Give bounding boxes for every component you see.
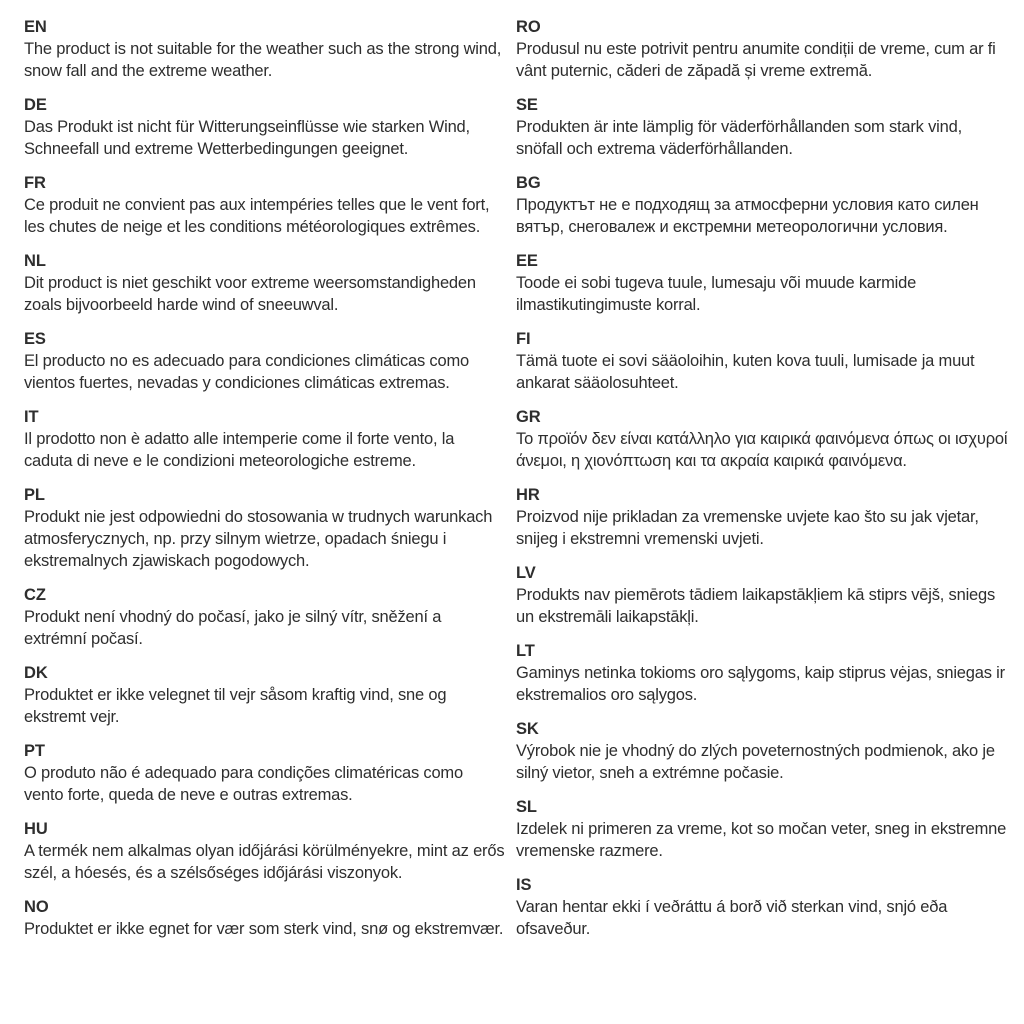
lang-block-fr	[24, 172, 506, 238]
lang-text: Ce produit ne convient pas aux intempéries telles que le vent fort, les chutes de neige et les conditions météorologiques extrêmes.	[24, 196, 490, 236]
lang-text: Varan hentar ekki í veðráttu á borð við sterkan vind, snjó eða ofsaveður.	[516, 898, 948, 938]
lang-block-sk	[516, 718, 1012, 784]
lang-block-pl	[24, 484, 506, 572]
lang-text: Produkts nav piemērots tādiem laikapstākļiem kā stiprs vējš, sniegs un ekstremāli laikapstākļi.	[516, 586, 996, 626]
lang-text: Το προϊόν δεν είναι κατάλληλο για καιρικά φαινόμενα όπως οι ισχυροί άνεμοι, η χιονόπτωση και τα ακραία καιρικά φαινόμενα.	[516, 430, 1008, 470]
lang-block-nl	[24, 250, 506, 316]
lang-text: Produktet er ikke velegnet til vejr såsom kraftig vind, sne og ekstremt vejr.	[24, 686, 447, 726]
lang-code: DE	[24, 96, 47, 114]
lang-text: O produto não é adequado para condições climatéricas como vento forte, queda de neve e outras extremas.	[24, 764, 463, 804]
lang-block-fi	[516, 328, 1012, 394]
lang-text: Proizvod nije prikladan za vremenske uvjete kao što su jak vjetar, snijeg i ekstremni vremenski uvjeti.	[516, 508, 979, 548]
lang-text: Das Produkt ist nicht für Witterungseinflüsse wie starken Wind, Schneefall und extreme Wetterbedingungen geeignet.	[24, 118, 470, 158]
lang-code: DK	[24, 664, 48, 682]
lang-block-no	[24, 896, 506, 940]
lang-block-cz	[24, 584, 506, 650]
lang-text: Gaminys netinka tokioms oro sąlygoms, kaip stiprus vėjas, sniegas ir ekstremalios oro sąlygos.	[516, 664, 1005, 704]
lang-code: PL	[24, 486, 45, 504]
lang-code: GR	[516, 408, 541, 426]
lang-text: Produktet er ikke egnet for vær som sterk vind, snø og ekstremvær.	[24, 920, 504, 938]
lang-text: A termék nem alkalmas olyan időjárási körülményekre, mint az erős szél, a hóesés, és a szélsőséges időjárási viszonyok.	[24, 842, 505, 882]
lang-block-ee	[516, 250, 1012, 316]
lang-text: Produsul nu este potrivit pentru anumite condiții de vreme, cum ar fi vânt puternic, căderi de zăpadă și vreme extremă.	[516, 40, 996, 80]
lang-code: FR	[24, 174, 46, 192]
lang-text: The product is not suitable for the weather such as the strong wind, snow fall and the extreme weather.	[24, 40, 502, 80]
left-column	[24, 16, 506, 952]
lang-block-sl	[516, 796, 1012, 862]
lang-block-pt	[24, 740, 506, 806]
lang-code: IS	[516, 876, 532, 894]
lang-code: SL	[516, 798, 537, 816]
lang-text: Dit product is niet geschikt voor extreme weersomstandigheden zoals bijvoorbeeld harde wind of sneeuwval.	[24, 274, 476, 314]
lang-block-lt	[516, 640, 1012, 706]
lang-block-hr	[516, 484, 1012, 550]
lang-code: NO	[24, 898, 49, 916]
lang-code: ES	[24, 330, 46, 348]
lang-code: EN	[24, 18, 47, 36]
lang-text: Produkt není vhodný do počasí, jako je silný vítr, sněžení a extrémní počasí.	[24, 608, 442, 648]
lang-text: Produkten är inte lämplig för väderförhållanden som stark vind, snöfall och extrema väderförhållanden.	[516, 118, 962, 158]
lang-block-es	[24, 328, 506, 394]
lang-text: Toode ei sobi tugeva tuule, lumesaju või muude karmide ilmastikutingimuste korral.	[516, 274, 917, 314]
lang-block-is	[516, 874, 1012, 940]
lang-code: FI	[516, 330, 531, 348]
lang-code: HR	[516, 486, 540, 504]
lang-text: Il prodotto non è adatto alle intemperie come il forte vento, la caduta di neve e le condizioni meteorologiche estreme.	[24, 430, 455, 470]
lang-block-hu	[24, 818, 506, 884]
lang-text: Výrobok nie je vhodný do zlých poveternostných podmienok, ako je silný vietor, sneh a extrémne počasie.	[516, 742, 995, 782]
lang-code: SK	[516, 720, 539, 738]
lang-code: BG	[516, 174, 541, 192]
lang-code: HU	[24, 820, 48, 838]
lang-block-de	[24, 94, 506, 160]
lang-code: NL	[24, 252, 46, 270]
lang-code: EE	[516, 252, 538, 270]
lang-code: RO	[516, 18, 541, 36]
lang-text: Tämä tuote ei sovi sääoloihin, kuten kova tuuli, lumisade ja muut ankarat sääolosuhteet.	[516, 352, 975, 392]
lang-code: IT	[24, 408, 39, 426]
lang-text: El producto no es adecuado para condiciones climáticas como vientos fuertes, nevadas y condiciones climáticas extremas.	[24, 352, 469, 392]
lang-block-bg	[516, 172, 1012, 238]
lang-code: SE	[516, 96, 538, 114]
lang-text: Продуктът не е подходящ за атмосферни условия като силен вятър, снеговалеж и екстремни метеорологични условия.	[516, 196, 979, 236]
lang-code: CZ	[24, 586, 46, 604]
lang-block-dk	[24, 662, 506, 728]
lang-code: LV	[516, 564, 536, 582]
lang-block-it	[24, 406, 506, 472]
lang-block-se	[516, 94, 1012, 160]
lang-block-en	[24, 16, 506, 82]
lang-text: Produkt nie jest odpowiedni do stosowania w trudnych warunkach atmosferycznych, np. przy silnym wietrze, opadach śniegu i ekstremalnych zjawiskach pogodowych.	[24, 508, 493, 570]
lang-text: Izdelek ni primeren za vreme, kot so močan veter, sneg in ekstremne vremenske razmere.	[516, 820, 1007, 860]
lang-code: LT	[516, 642, 535, 660]
lang-block-gr	[516, 406, 1012, 472]
right-column	[516, 16, 1012, 952]
lang-block-lv	[516, 562, 1012, 628]
lang-code: PT	[24, 742, 45, 760]
lang-block-ro	[516, 16, 1012, 82]
